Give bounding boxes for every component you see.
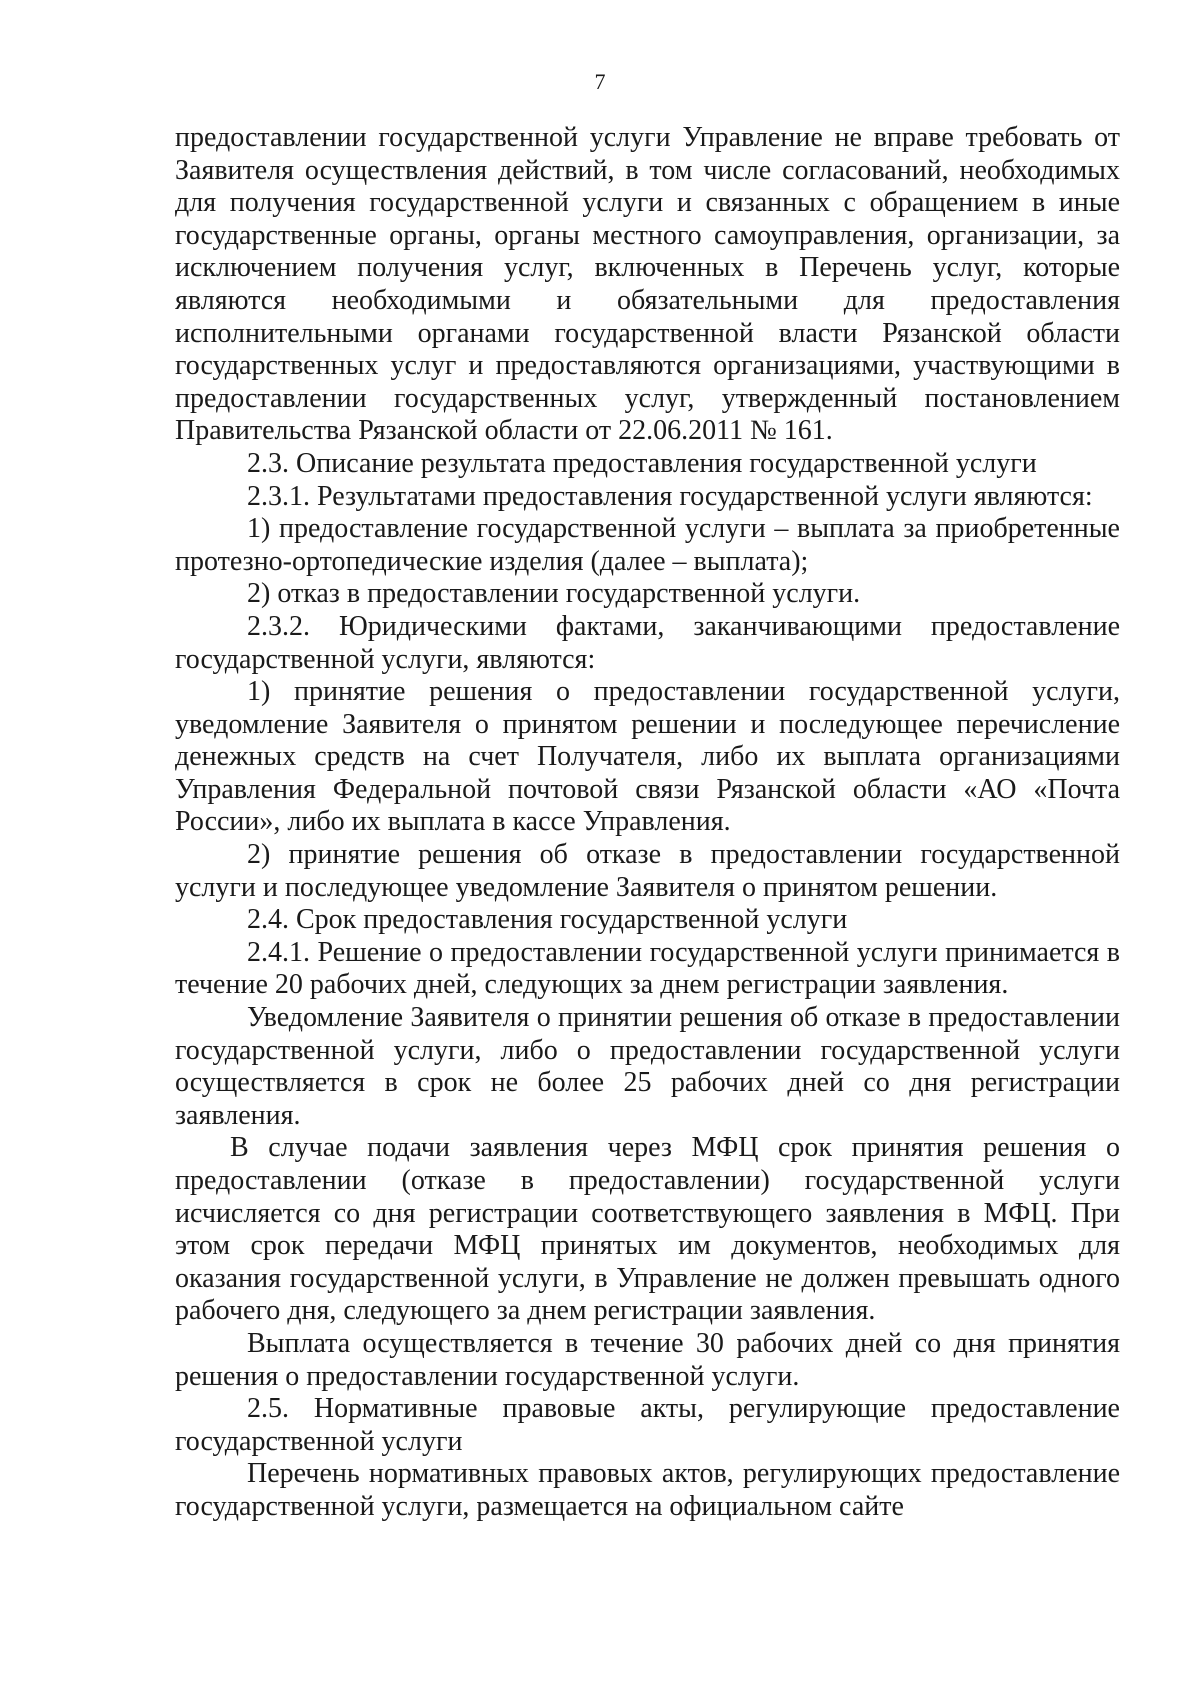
paragraph-2-3-1: 2.3.1. Результатами предоставления государственной услуги являются: [247, 480, 1093, 512]
paragraph-2-3-2: 2.3.2. Юридическими фактами, заканчивающими предоставление государственной услуги, являются: [175, 610, 1120, 675]
paragraph-continuation: предоставлении государственной услуги Управление не вправе требовать от Заявителя осуществления действий, в том числе согласований, необходимых для получения государственной услуги и связанных с обращением в иные государственные органы, органы местного самоуправления, организации, за исключением получения услуг, включенных в Перечень услуг, которые являются необходимыми и обязательными для предоставления исполнительными органами государственной власти Рязанской области государственных услуг и предоставляются организациями, участвующими в предоставлении государственных услуг, утвержденный постановлением Правительства Рязанской области от 22.06.2011 № 161. [175, 122, 1120, 447]
section-heading-2-5: 2.5. Нормативные правовые акты, регулирующие предоставление государственной услуги [175, 1393, 1120, 1457]
section-heading-2-3: 2.3. Описание результата предоставления государственной услуги [247, 447, 1037, 479]
document-body [175, 122, 1120, 1524]
page-number: 7 [594, 69, 606, 94]
list-item-2: 2) принятие решения об отказе в предоставлении государственной услуги и последующее уведомление Заявителя о принятом решении. [175, 839, 1120, 903]
paragraph-notification: Уведомление Заявителя о принятии решения об отказе в предоставлении государственной услуги, либо о предоставлении государственной услуги осуществляется в срок не более 25 рабочих дней со дня регистрации заявления. [175, 1002, 1120, 1131]
paragraph-2-4-1: 2.4.1. Решение о предоставлении государственной услуги принимается в течение 20 рабочих дней, следующих за днем регистрации заявления. [175, 936, 1120, 1001]
paragraph-mfc: В случае подачи заявления через МФЦ срок принятия решения о предоставлении (отказе в предоставлении) государственной услуги исчисляется со дня регистрации соответствующего заявления в МФЦ. При этом срок передачи МФЦ принятых им документов, необходимых для оказания государственной услуги, в Управление не должен превышать одного рабочего дня, следующего за днем регистрации заявления. [175, 1132, 1120, 1327]
section-heading-2-4: 2.4. Срок предоставления государственной услуги [247, 904, 848, 936]
list-item-1: 1) принятие решения о предоставлении государственной услуги, уведомление Заявителя о принятом решении и последующее перечисление денежных средств на счет Получателя, либо их выплата организациями Управления Федеральной почтовой связи Рязанской области «АО «Почта России», либо их выплата в кассе Управления. [175, 676, 1120, 838]
paragraph-legal-acts: Перечень нормативных правовых актов, регулирующих предоставление государственной услуги, размещается на официальном сайте [175, 1458, 1120, 1522]
list-item-2: 2) отказ в предоставлении государственной услуги. [247, 578, 861, 610]
list-item-1: 1) предоставление государственной услуги – выплата за приобретенные протезно-ортопедические изделия (далее – выплата); [175, 513, 1120, 577]
paragraph-payment: Выплата осуществляется в течение 30 рабочих дней со дня принятия решения о предоставлении государственной услуги. [175, 1327, 1120, 1392]
